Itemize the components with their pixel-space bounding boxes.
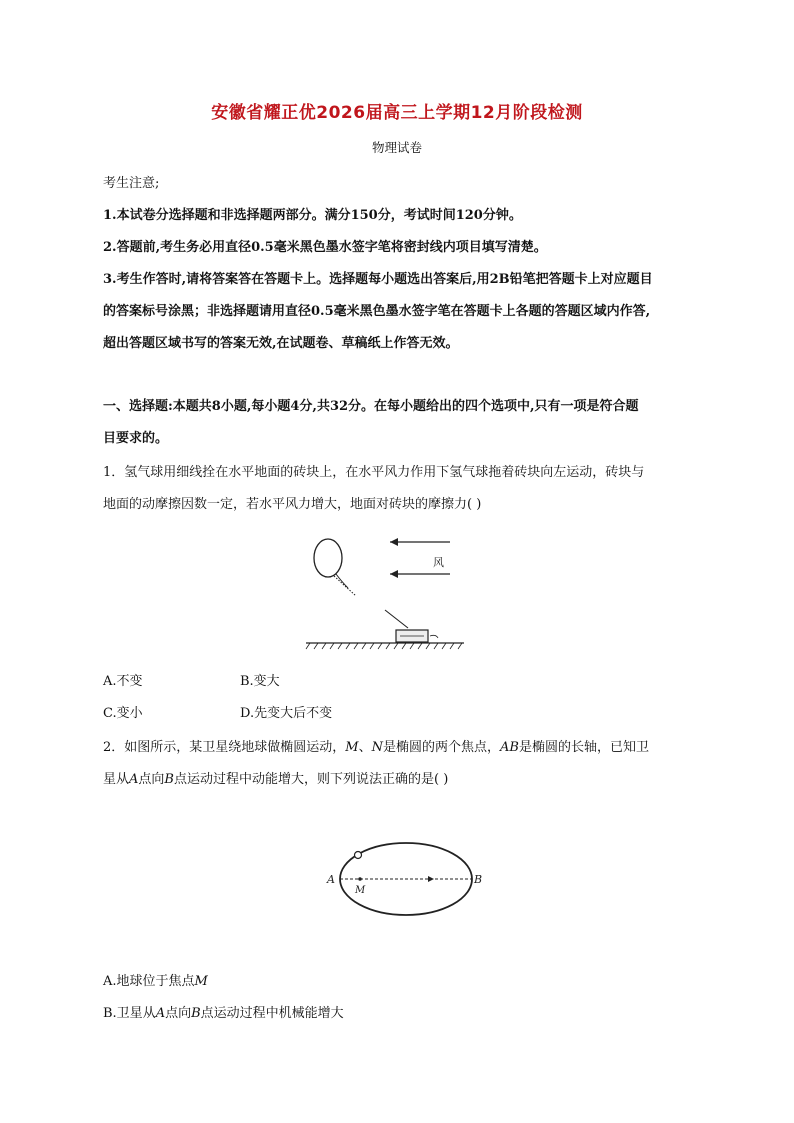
notice-heading: 考生注意;: [103, 176, 160, 191]
question-1-figure: [300, 530, 470, 655]
notice-item-1: 1.本试卷分选择题和非选择题两部分。满分150分，考试时间120分钟。: [103, 208, 522, 223]
question-1-line-2: 地面的动摩擦因数一定，若水平风力增大，地面对砖块的摩擦力( ): [103, 497, 482, 512]
section-heading-line-1: 一、选择题:本题共8小题,每小题4分,共32分。在每小题给出的四个选项中,只有一项是符合题: [103, 399, 639, 414]
balloon-shape: [314, 539, 342, 577]
ground-hatching: [306, 643, 462, 649]
page-title: 安徽省耀正优2026届高三上学期12月阶段检测: [211, 103, 583, 123]
balloon-neck: [336, 574, 348, 588]
question-1-line-1: 1．氢气球用细线拴在水平地面的砖块上，在水平风力作用下氢气球拖着砖块向左运动，砖块与: [103, 465, 645, 480]
question-1-option-c: C.变小: [103, 706, 143, 721]
balloon-string-bottom: [385, 610, 408, 628]
page-subtitle: 物理试卷: [371, 140, 422, 155]
notice-item-3-line-1: 3.考生作答时,请将答案答在答题卡上。选择题每小题选出答案后,用2B铅笔把答题卡上对应题目: [103, 272, 653, 287]
notice-item-3-line-3: 超出答题区域书写的答案无效,在试题卷、草稿纸上作答无效。: [103, 336, 459, 351]
point-b-label: B: [474, 873, 482, 886]
question-2-option-a: A.地球位于焦点M: [103, 974, 208, 989]
focus-m-point: [358, 877, 362, 881]
question-2-figure: [322, 840, 482, 920]
satellite-shape: [355, 852, 362, 859]
question-1-option-d: D.先变大后不变: [240, 706, 333, 721]
wind-arrow-2-head: [390, 570, 398, 578]
point-a-label: A: [327, 873, 335, 886]
notice-item-2: 2.答题前,考生务必用直径0.5毫米黑色墨水签字笔将密封线内项目填写清楚。: [103, 240, 547, 255]
question-2-option-b: B.卫星从A点向B点运动过程中机械能增大: [103, 1006, 344, 1021]
wind-label: 风: [433, 556, 444, 569]
wind-arrow-1-head: [390, 538, 398, 546]
orbit-arrow: [428, 876, 434, 882]
question-1-option-b: B.变大: [240, 674, 280, 689]
question-2-line-2: 星从A点向B点运动过程中动能增大，则下列说法正确的是( ): [103, 772, 449, 787]
question-1-option-a: A.不变: [103, 674, 143, 689]
notice-item-3-line-2: 的答案标号涂黑；非选择题请用直径0.5毫米黑色墨水签字笔在答题卡上各题的答题区域内作答,: [103, 304, 651, 319]
question-2-line-1: 2．如图所示，某卫星绕地球做椭圆运动，M、N是椭圆的两个焦点，AB是椭圆的长轴，已知卫: [103, 740, 649, 755]
section-heading-line-2: 目要求的。: [103, 431, 169, 446]
focus-m-label: M: [355, 885, 366, 896]
balloon-string-top: [334, 576, 356, 596]
